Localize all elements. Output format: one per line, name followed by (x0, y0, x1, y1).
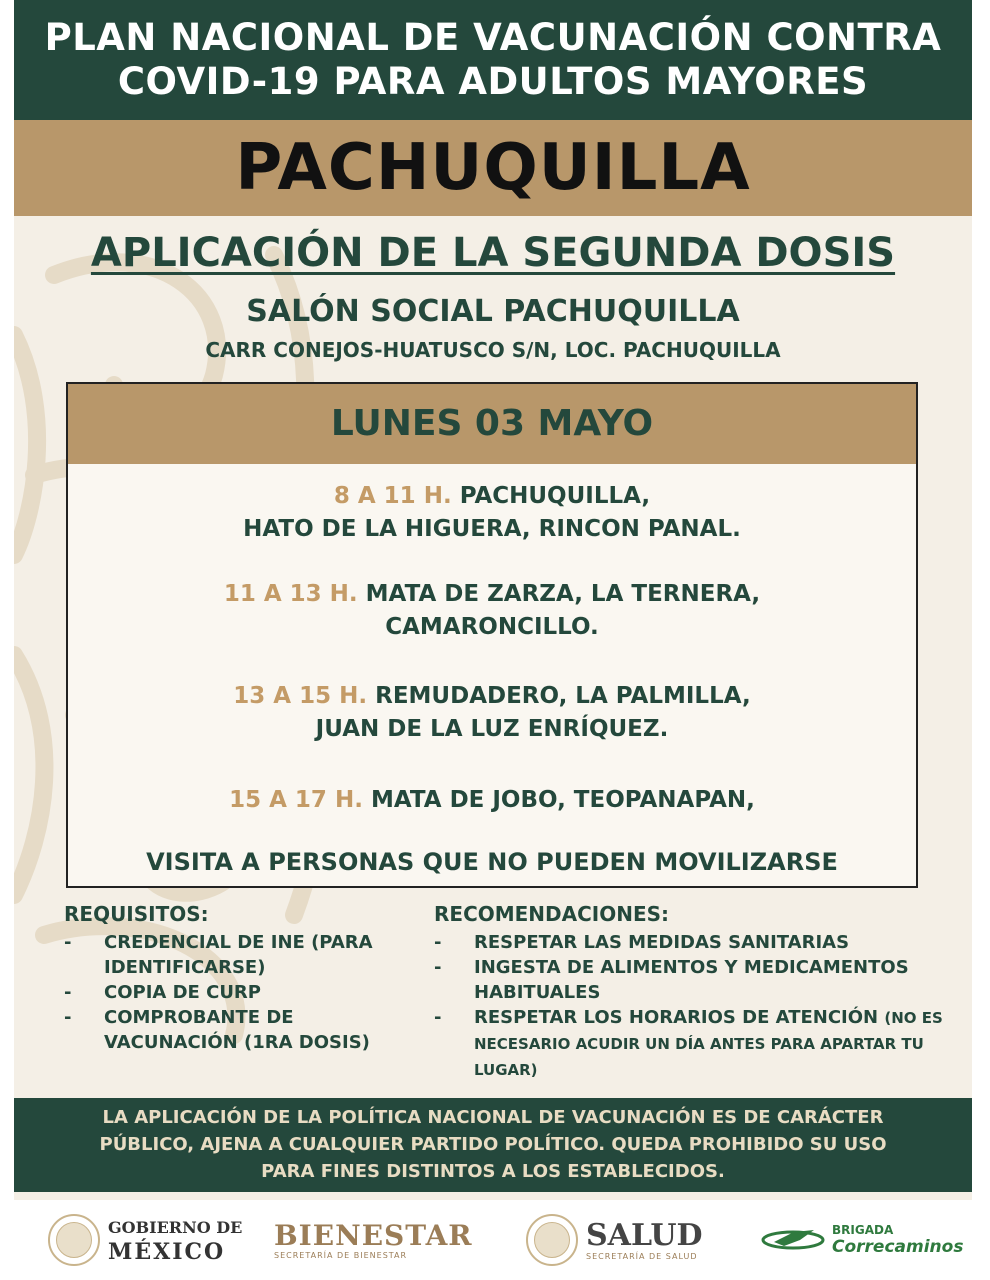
legal-line-2: PÚBLICO, AJENA A CUALQUIER PARTIDO POLÍTICO. QUEDA PROHIBIDO SU USO (99, 1134, 887, 1155)
schedule-date: LUNES 03 MAYO (68, 384, 916, 464)
salud-label: SALUD (586, 1217, 703, 1253)
header-banner (14, 0, 972, 120)
slot-places: HATO DE LA HIGUERA, RINCON PANAL. (243, 516, 741, 542)
recommendation-item: - RESPETAR LAS MEDIDAS SANITARIAS (434, 930, 954, 955)
venue-address: CARR CONEJOS-HUATUSCO S/N, LOC. PACHUQUILLA (205, 338, 781, 362)
recommendation-note: (NO ES NECESARIO ACUDIR UN DÍA ANTES PARA APARTAR TU LUGAR) (474, 1009, 943, 1079)
legal-notice (14, 1098, 972, 1192)
salud-sub-label: SECRETARÍA DE SALUD (586, 1251, 698, 1261)
recommendation-text: RESPETAR LOS HORARIOS DE ATENCIÓN (474, 1007, 879, 1028)
header-line-1: PLAN NACIONAL DE VACUNACIÓN CONTRA (44, 16, 942, 59)
requirement-item: - COPIA DE CURP (64, 980, 394, 1005)
eagle-seal-icon (48, 1214, 100, 1266)
roadrunner-icon (760, 1220, 826, 1260)
legal-line-3: PARA FINES DISTINTOS A LOS ESTABLECIDOS. (261, 1161, 725, 1182)
recommendation-item: - INGESTA DE ALIMENTOS Y MEDICAMENTOS HABITUALES (434, 955, 954, 1005)
salud-logo (526, 1210, 703, 1270)
slot-places: CAMARONCILLO. (385, 614, 599, 640)
recommendations-list (434, 930, 954, 1083)
poster (14, 0, 972, 1200)
schedule-box (66, 382, 918, 888)
correcaminos-label: Correcaminos (832, 1237, 964, 1257)
requirement-item: - COMPROBANTE DE VACUNACIÓN (1RA DOSIS) (64, 1005, 394, 1055)
slot-places: JUAN DE LA LUZ ENRÍQUEZ. (315, 716, 669, 742)
slot-places: PACHUQUILLA, (459, 483, 651, 509)
town-title: PACHUQUILLA (14, 120, 972, 216)
requirements-section (64, 902, 394, 1055)
schedule-slot (68, 480, 916, 546)
slot-time: 13 A 15 H. (233, 683, 368, 709)
schedule-slot (68, 578, 916, 644)
bienestar-sub-label: SECRETARÍA DE BIENESTAR (274, 1250, 408, 1260)
slot-time: 8 A 11 H. (333, 483, 452, 509)
recommendation-item (434, 1005, 954, 1083)
recommendations-section (434, 902, 954, 1083)
home-visit-note: VISITA A PERSONAS QUE NO PUEDEN MOVILIZARSE (146, 848, 838, 876)
slot-places: MATA DE ZARZA, LA TERNERA, (365, 581, 761, 607)
gobierno-mexico-logo (48, 1210, 242, 1270)
slot-time: 15 A 17 H. (229, 787, 363, 813)
bienestar-logo (274, 1210, 473, 1270)
logo-strip (0, 1200, 990, 1280)
requirements-list (64, 930, 394, 1055)
slot-places: MATA DE JOBO, TEOPANAPAN, (370, 787, 755, 813)
requirements-title: REQUISITOS: (64, 902, 209, 926)
slot-places: REMUDADERO, LA PALMILLA, (375, 683, 751, 709)
gobierno-label: GOBIERNO DE (108, 1218, 243, 1237)
eagle-seal-icon (526, 1214, 578, 1266)
brigada-label: BRIGADA (832, 1223, 894, 1237)
mexico-label: MÉXICO (108, 1239, 226, 1265)
recommendations-title: RECOMENDACIONES: (434, 902, 670, 926)
dose-subtitle: APLICACIÓN DE LA SEGUNDA DOSIS (90, 230, 896, 276)
venue-name: SALÓN SOCIAL PACHUQUILLA (246, 294, 740, 329)
bienestar-label: BIENESTAR (274, 1218, 473, 1252)
schedule-slot (68, 784, 916, 817)
legal-line-1: LA APLICACIÓN DE LA POLÍTICA NACIONAL DE VACUNACIÓN ES DE CARÁCTER (102, 1107, 884, 1128)
slot-time: 11 A 13 H. (223, 581, 358, 607)
requirement-item: - CREDENCIAL DE INE (PARA IDENTIFICARSE) (64, 930, 394, 980)
brigada-correcaminos-logo (760, 1210, 963, 1270)
schedule-slot (68, 680, 916, 746)
header-line-2: COVID-19 PARA ADULTOS MAYORES (117, 60, 869, 103)
